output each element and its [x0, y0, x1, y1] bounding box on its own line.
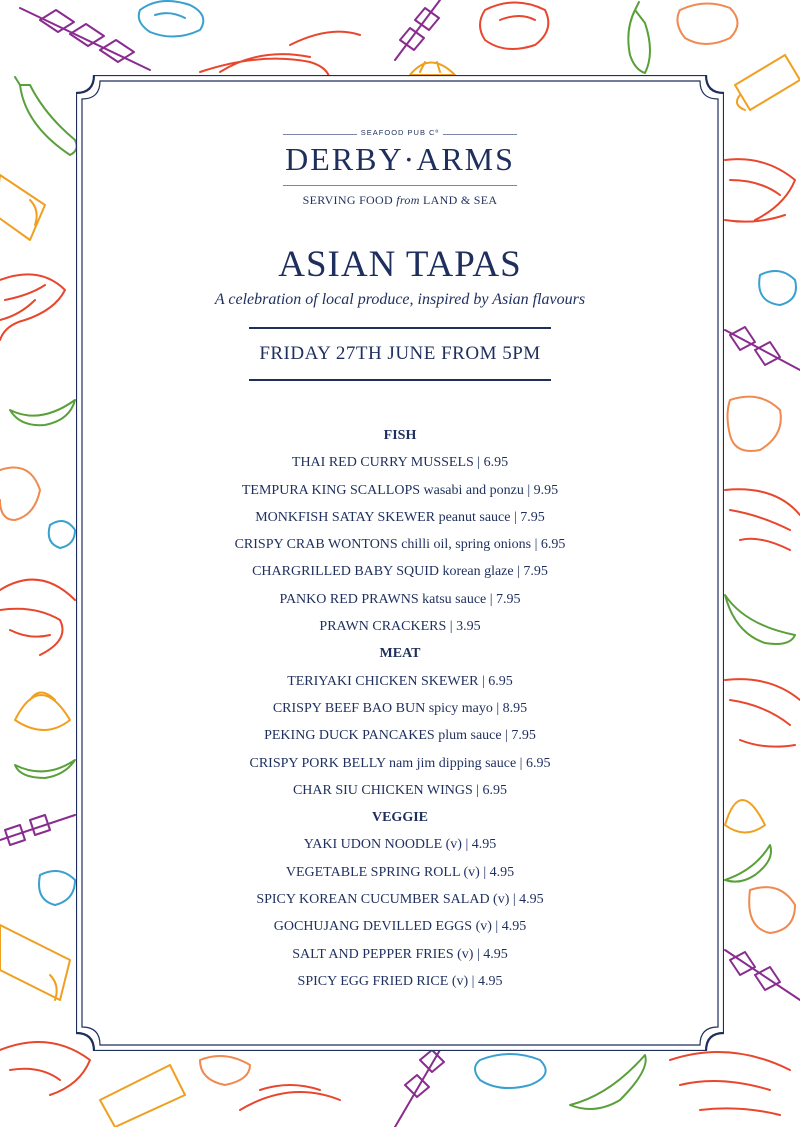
shrimp-illustration — [0, 468, 40, 521]
event-date: FRIDAY 27TH JUNE FROM 5PM — [259, 343, 541, 364]
brand-rule-bottom — [283, 185, 517, 186]
menu-item: SALT AND PEPPER FRIES (v) | 4.95 — [292, 946, 508, 962]
menu-item: THAI RED CURRY MUSSELS | 6.95 — [291, 455, 509, 471]
spring-roll-illustration — [0, 175, 45, 240]
oyster-illustration — [759, 271, 796, 305]
spring-roll-illustration — [100, 1065, 185, 1127]
menu-item: PRAWN CRACKERS | 3.95 — [319, 619, 481, 635]
prawn-illustration — [0, 274, 65, 340]
menu-item: TERIYAKI CHICKEN SKEWER | 6.95 — [287, 673, 513, 689]
menu-item: CRISPY BEEF BAO BUN spicy mayo | 8.95 — [272, 700, 528, 716]
skewer-illustration — [725, 950, 800, 1000]
menu-item: VEGETABLE SPRING ROLL (v) | 4.95 — [285, 864, 515, 880]
prawn-illustration — [240, 1085, 340, 1110]
pepper-illustration — [725, 845, 771, 882]
shrimp-illustration — [677, 3, 737, 44]
section-heading: VEGGIE — [371, 810, 428, 826]
pepper-illustration — [628, 2, 650, 73]
event-title: ASIAN TAPAS — [278, 244, 522, 285]
skewer-illustration — [395, 1050, 444, 1127]
oyster-illustration — [139, 1, 204, 37]
oyster-illustration — [49, 521, 75, 548]
shrimp-illustration — [200, 1056, 250, 1085]
menu-item: PEKING DUCK PANCAKES plum sauce | 7.95 — [264, 728, 536, 744]
divider-bottom — [249, 379, 551, 381]
menu-item: TEMPURA KING SCALLOPS wasabi and ponzu | 9.95 — [241, 482, 559, 498]
menu-item: YAKI UDON NOODLE (v) | 4.95 — [303, 837, 497, 853]
menu-card-frame — [76, 75, 724, 1051]
skewer-illustration — [395, 0, 440, 60]
shrimp-illustration — [749, 887, 795, 933]
brand-logo-name: DERBY·ARMS — [285, 141, 515, 177]
menu-list — [76, 422, 724, 995]
pepper-illustration — [15, 760, 75, 778]
menu-item: CHAR SIU CHICKEN WINGS | 6.95 — [292, 782, 508, 798]
menu-item: GOCHUJANG DEVILLED EGGS (v) | 4.95 — [273, 919, 527, 935]
menu-item: CRISPY PORK BELLY nam jim dipping sauce | 6.95 — [249, 755, 551, 771]
menu-item: SPICY EGG FRIED RICE (v) | 4.95 — [297, 973, 503, 989]
event-subtitle: A celebration of local produce, inspired by Asian flavours — [214, 291, 586, 308]
spring-roll-illustration — [0, 925, 70, 1000]
pepper-illustration — [725, 595, 795, 644]
prawn-illustration — [725, 679, 800, 747]
menu-item: CHARGRILLED BABY SQUID korean glaze | 7.95 — [252, 564, 548, 580]
menu-item: CRISPY CRAB WONTONS chilli oil, spring onions | 6.95 — [234, 537, 566, 553]
spring-roll-illustration — [735, 55, 800, 110]
section-heading: FISH — [383, 428, 417, 443]
menu-item: MONKFISH SATAY SKEWER peanut sauce | 7.95 — [255, 509, 545, 525]
prawn-illustration — [0, 580, 75, 655]
menu-card — [76, 75, 724, 1051]
prawn-illustration — [725, 159, 795, 222]
pepper-illustration — [15, 77, 77, 155]
prawn-illustration — [670, 1052, 790, 1115]
menu-item: SPICY KOREAN CUCUMBER SALAD (v) | 4.95 — [256, 892, 544, 908]
skewer-illustration — [0, 815, 75, 845]
shrimp-illustration — [480, 3, 548, 50]
brand-tagline: SERVING FOOD from LAND & SEA — [302, 193, 498, 207]
menu-item: PANKO RED PRAWNS katsu sauce | 7.95 — [279, 591, 521, 607]
oyster-illustration — [39, 871, 75, 905]
dumpling-illustration — [725, 800, 765, 833]
brand-group-name: SEAFOOD PUB Cº — [76, 128, 724, 137]
divider-top — [249, 327, 551, 329]
skewer-illustration — [20, 8, 150, 70]
oyster-illustration — [475, 1054, 546, 1088]
skewer-illustration — [725, 327, 800, 370]
prawn-illustration — [725, 489, 800, 550]
pepper-illustration — [10, 400, 75, 425]
dumpling-illustration — [15, 693, 70, 731]
pepper-illustration — [570, 1055, 646, 1109]
section-heading: MEAT — [379, 646, 421, 662]
dumpling-illustration — [410, 62, 455, 75]
shrimp-illustration — [728, 397, 781, 451]
